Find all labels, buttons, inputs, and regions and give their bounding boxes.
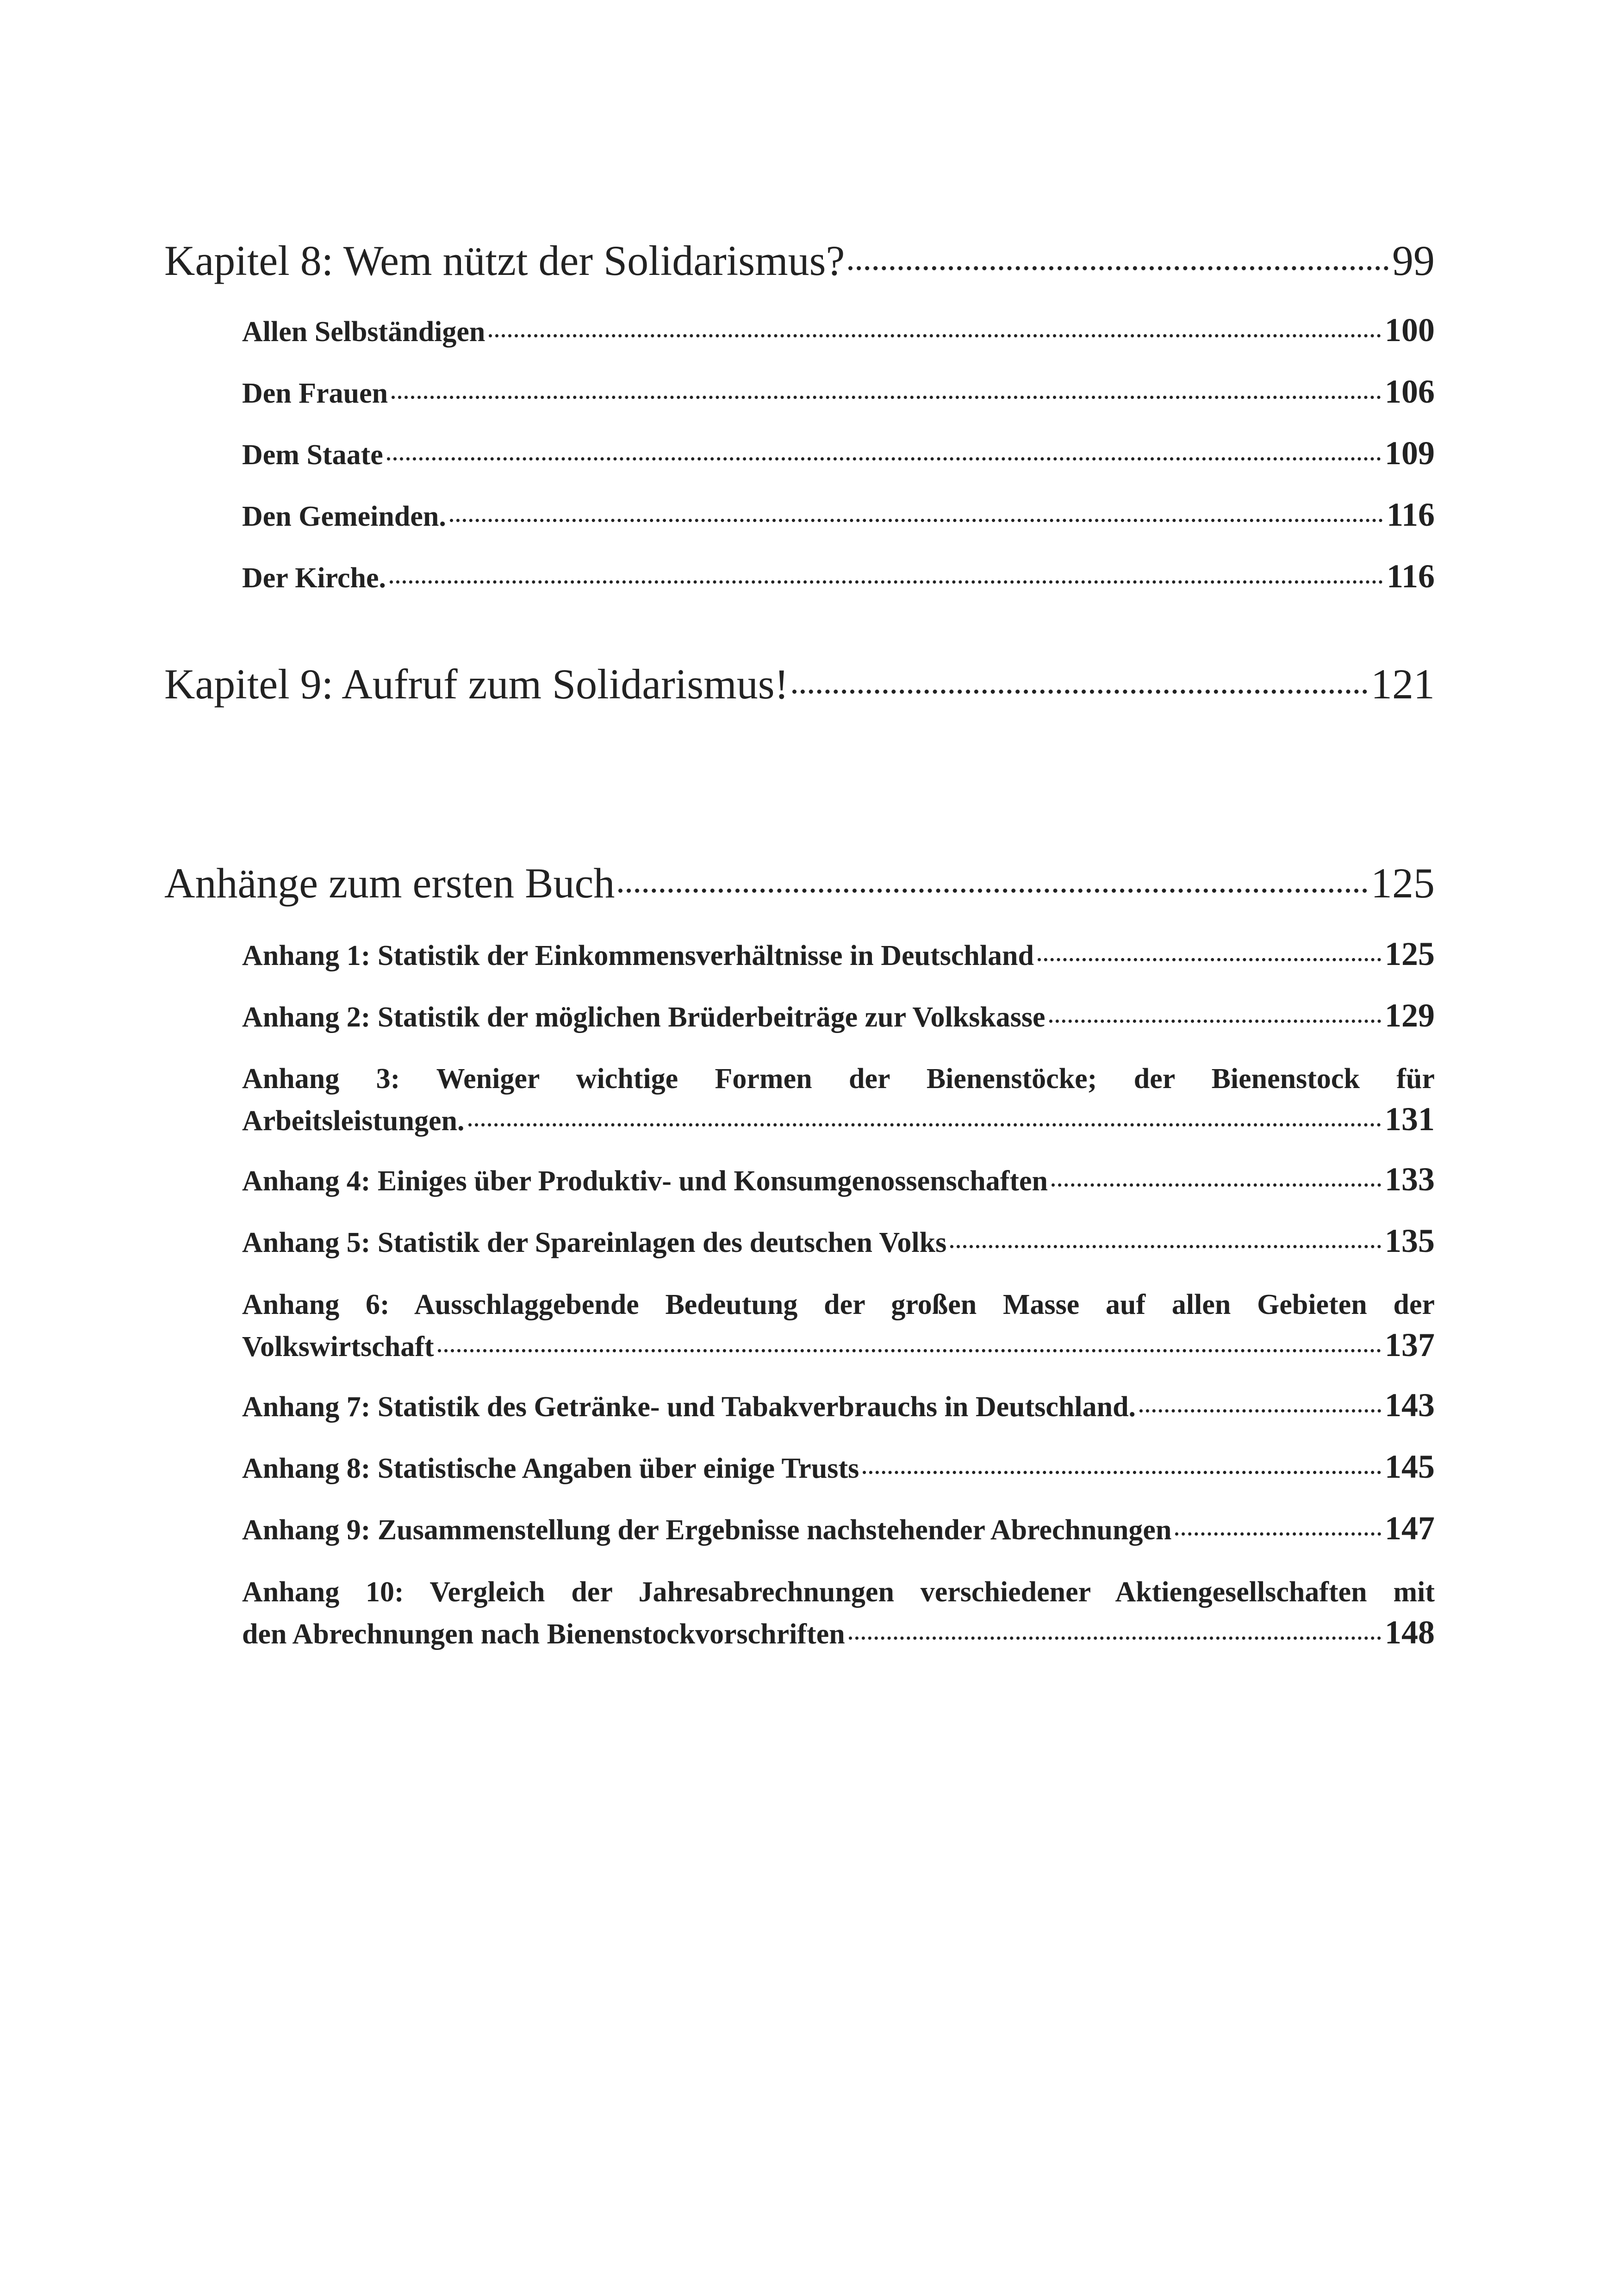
toc-page-number: 121 xyxy=(1371,660,1435,708)
toc-page-number: 100 xyxy=(1385,311,1435,348)
toc-leader xyxy=(848,266,1388,270)
toc-leader xyxy=(618,889,1367,893)
toc-leader xyxy=(950,1245,1381,1248)
toc-leader xyxy=(1049,1020,1381,1023)
toc-page-number: 116 xyxy=(1386,558,1435,595)
toc-leader xyxy=(392,396,1381,399)
toc-page-number: 143 xyxy=(1385,1387,1435,1424)
toc-leader xyxy=(863,1471,1381,1474)
toc-appendix xyxy=(242,1386,1435,1425)
toc-leader xyxy=(489,334,1381,337)
toc-leader xyxy=(1139,1409,1381,1412)
toc-entry-title: Anhang 4: Einiges über Produktiv- und Konsumgenossenschaften xyxy=(242,1165,1048,1197)
toc-entry-title: Der Kirche. xyxy=(242,562,386,594)
toc-leader xyxy=(468,1123,1382,1126)
toc-page-number: 125 xyxy=(1385,935,1435,972)
toc-leader xyxy=(792,690,1367,694)
toc-appendix xyxy=(242,1222,1435,1260)
toc-entry-title-line1: Anhang 6: Ausschlaggebende Bedeutung der großen Masse auf allen Gebieten der xyxy=(242,1289,1435,1320)
toc-page-number: 133 xyxy=(1385,1161,1435,1198)
toc-leader xyxy=(450,519,1383,522)
toc-page-number: 109 xyxy=(1385,435,1435,472)
toc-leader xyxy=(390,580,1383,584)
toc-section xyxy=(242,496,1435,534)
toc-chapter-8 xyxy=(164,236,1435,285)
toc-appendix xyxy=(242,1571,1435,1652)
toc-page-number: 125 xyxy=(1371,859,1435,907)
toc-entry-title: Kapitel 8: Wem nützt der Solidarismus? xyxy=(164,237,845,284)
toc-page-number: 116 xyxy=(1386,496,1435,533)
toc-entry-title: Anhang 2: Statistik der möglichen Brüderbeiträge zur Volkskasse xyxy=(242,1002,1045,1033)
toc-entry-title: Den Frauen xyxy=(242,378,388,409)
toc-page-number: 131 xyxy=(1385,1101,1435,1138)
toc-entry-title: Anhang 9: Zusammenstellung der Ergebnisse nachstehender Abrechnungen xyxy=(242,1514,1172,1546)
toc-page-number: 145 xyxy=(1385,1448,1435,1485)
toc-appendix xyxy=(242,935,1435,973)
toc-page-number: 137 xyxy=(1385,1326,1435,1363)
toc-entry-title: Anhang 8: Statistische Angaben über einige Trusts xyxy=(242,1453,859,1484)
toc-entry-title: Anhang 7: Statistik des Getränke- und Tabakverbrauchs in Deutschland. xyxy=(242,1391,1136,1423)
toc-leader xyxy=(1038,958,1381,961)
toc-leader xyxy=(387,457,1381,460)
table-of-contents xyxy=(164,0,1435,2296)
toc-entry-title: Den Gemeinden. xyxy=(242,501,446,532)
toc-entry-title: Volkswirtschaft xyxy=(242,1331,434,1363)
toc-appendix-heading xyxy=(164,859,1435,908)
toc-appendix xyxy=(242,1448,1435,1486)
toc-entry-title: Anhang 5: Statistik der Spareinlagen des deutschen Volks xyxy=(242,1227,947,1258)
toc-entry-title: Allen Selbständigen xyxy=(242,316,485,348)
toc-appendix xyxy=(242,1509,1435,1548)
toc-entry-title: den Abrechnungen nach Bienenstockvorschriften xyxy=(242,1618,845,1650)
toc-appendix xyxy=(242,1160,1435,1199)
toc-leader xyxy=(438,1349,1381,1352)
toc-page-number: 99 xyxy=(1392,237,1435,284)
toc-page-number: 148 xyxy=(1385,1614,1435,1651)
toc-section xyxy=(242,311,1435,349)
toc-entry-title: Dem Staate xyxy=(242,439,383,471)
toc-entry-title: Anhänge zum ersten Buch xyxy=(164,859,615,907)
toc-section xyxy=(242,373,1435,411)
toc-section xyxy=(242,434,1435,473)
toc-entry-title: Anhang 1: Statistik der Einkommensverhältnisse in Deutschland xyxy=(242,940,1034,971)
toc-chapter-9 xyxy=(164,660,1435,709)
toc-appendix xyxy=(242,1283,1435,1364)
toc-page-number: 129 xyxy=(1385,997,1435,1034)
toc-leader xyxy=(849,1636,1381,1640)
toc-page-number: 147 xyxy=(1385,1510,1435,1547)
toc-section xyxy=(242,557,1435,596)
toc-entry-title-line1: Anhang 10: Vergleich der Jahresabrechnungen verschiedener Aktiengesellschaften mit xyxy=(242,1576,1435,1608)
toc-entry-title-line1: Anhang 3: Weniger wichtige Formen der Bienenstöcke; der Bienenstock für xyxy=(242,1063,1435,1095)
toc-entry-title: Arbeitsleistungen. xyxy=(242,1105,465,1137)
toc-appendix xyxy=(242,1058,1435,1139)
toc-entry-title: Kapitel 9: Aufruf zum Solidarismus! xyxy=(164,660,789,708)
toc-page-number: 106 xyxy=(1385,373,1435,410)
toc-leader xyxy=(1175,1532,1381,1536)
toc-appendix xyxy=(242,996,1435,1035)
toc-page-number: 135 xyxy=(1385,1222,1435,1259)
toc-leader xyxy=(1052,1183,1381,1187)
